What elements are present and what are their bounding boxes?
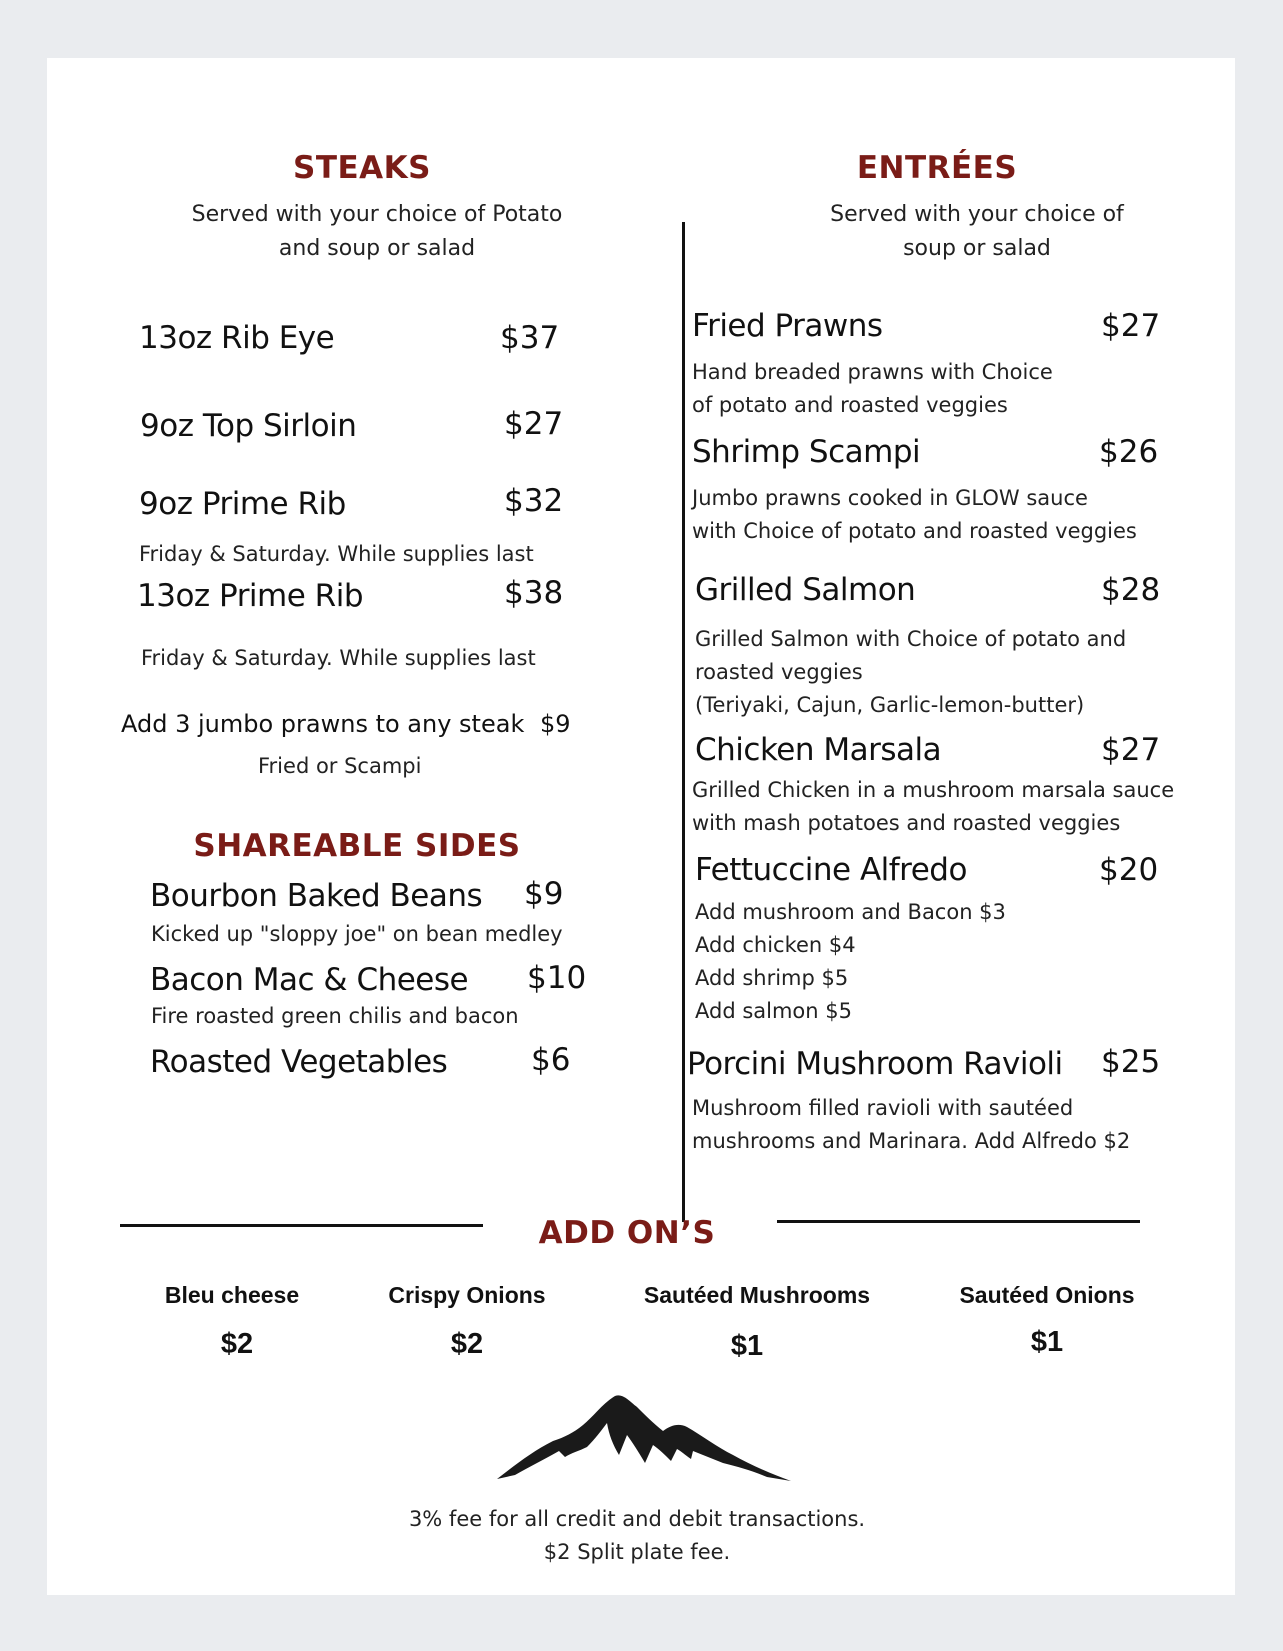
side-item-name: Roasted Vegetables [150,1044,448,1080]
entree-desc-line: of potato and roasted veggies [692,393,1008,417]
entrees-subtitle [807,198,1147,266]
prawn-addon-line [121,710,571,738]
addon-item-price: $1 [1030,1326,1064,1358]
sides-heading: SHAREABLE SIDES [193,828,521,864]
addons-heading: ADD ON’S [538,1215,716,1251]
entree-item-name: Chicken Marsala [695,732,942,768]
steak-item-price: $27 [504,406,564,442]
column-divider [682,222,685,1222]
entree-desc-line: Add mushroom and Bacon $3 [695,900,1006,924]
entree-item-price: $20 [1099,852,1159,888]
entrees-heading: ENTRÉES [856,150,1018,186]
entree-item-name: Porcini Mushroom Ravioli [687,1046,1063,1082]
entree-item-desc [695,623,1126,722]
addon-item-name: Sautéed Mushrooms [643,1282,871,1308]
steaks-heading: STEAKS [293,150,431,186]
side-item-note: Kicked up "sloppy joe" on bean medley [151,922,563,946]
addon-item-price: $2 [450,1328,484,1360]
entree-desc-line: with Choice of potato and roasted veggies [692,519,1137,543]
steak-item-price: $37 [500,320,560,356]
steak-item-note: Friday & Saturday. While supplies last [141,646,536,670]
side-item-price: $6 [531,1042,571,1078]
addon-item-name: Crispy Onions [388,1282,546,1308]
steak-item-note: Friday & Saturday. While supplies last [139,542,534,566]
steak-item-name: 13oz Prime Rib [137,578,363,614]
entree-item-price: $25 [1101,1044,1161,1080]
addon-item-price: $1 [730,1330,764,1362]
steaks-subtitle-line2: and soup or salad [278,236,476,261]
entree-item-price: $28 [1101,572,1161,608]
entree-desc-line: Mushroom filled ravioli with sautéed [692,1096,1074,1120]
side-item-name: Bourbon Baked Beans [150,878,483,914]
side-item-price: $10 [527,960,587,996]
entree-item-name: Fettuccine Alfredo [695,852,967,888]
entree-desc-line: with mash potatoes and roasted veggies [692,811,1121,835]
entree-desc-line: Add shrimp $5 [695,966,849,990]
entree-item-desc [692,1092,1130,1158]
entree-item-price: $27 [1101,732,1161,768]
entree-desc-line: Jumbo prawns cooked in GLOW sauce [692,486,1088,510]
side-item-price: $9 [524,876,564,912]
entree-item-desc [695,896,1006,1028]
steak-item-name: 9oz Top Sirloin [140,408,357,444]
entree-item-desc [692,356,1053,422]
steak-item-name: 13oz Rib Eye [139,320,335,356]
entrees-subtitle-line2: soup or salad [903,236,1051,261]
steak-item-price: $38 [504,575,564,611]
entree-desc-line: Grilled Salmon with Choice of potato and [695,627,1127,651]
mountain-icon [495,1393,795,1483]
footer-line1: 3% fee for all credit and debit transactions. [408,1507,866,1531]
addon-item-name: Sautéed Onions [959,1282,1135,1308]
entree-item-name: Fried Prawns [692,308,883,344]
entree-desc-line: Grilled Chicken in a mushroom marsala sauce [692,778,1175,802]
steak-item-price: $32 [504,483,564,519]
steaks-subtitle [157,198,597,266]
addons-rule-left [120,1224,483,1227]
entree-desc-line: Add salmon $5 [695,999,852,1023]
steak-item-name: 9oz Prime Rib [139,486,346,522]
entree-item-desc [692,482,1137,548]
prawn-addon-note: Fried or Scampi [258,754,422,778]
addon-item-price: $2 [220,1328,254,1360]
entree-item-name: Shrimp Scampi [692,434,921,470]
addons-rule-right [777,1220,1140,1223]
entree-desc-line: (Teriyaki, Cajun, Garlic-lemon-butter) [695,693,1085,717]
entree-desc-line: Hand breaded prawns with Choice [692,360,1053,384]
addon-item-name: Bleu cheese [164,1282,300,1308]
footer [387,1503,887,1569]
entree-desc-line: mushrooms and Marinara. Add Alfredo $2 [692,1129,1131,1153]
side-item-note: Fire roasted green chilis and bacon [151,1004,519,1028]
entree-item-desc [692,774,1174,840]
entree-desc-line: roasted veggies [695,660,863,684]
entree-item-name: Grilled Salmon [695,572,916,608]
prawn-addon-price: $9 [539,710,571,738]
footer-line2: $2 Split plate fee. [543,1540,731,1564]
entree-desc-line: Add chicken $4 [695,933,856,957]
prawn-addon-text: Add 3 jumbo prawns to any steak [121,710,525,738]
menu-page [47,58,1235,1595]
entree-item-price: $27 [1101,308,1161,344]
side-item-name: Bacon Mac & Cheese [150,962,469,998]
steaks-subtitle-line1: Served with your choice of Potato [191,202,563,227]
entrees-subtitle-line1: Served with your choice of [830,202,1124,227]
entree-item-price: $26 [1099,434,1159,470]
